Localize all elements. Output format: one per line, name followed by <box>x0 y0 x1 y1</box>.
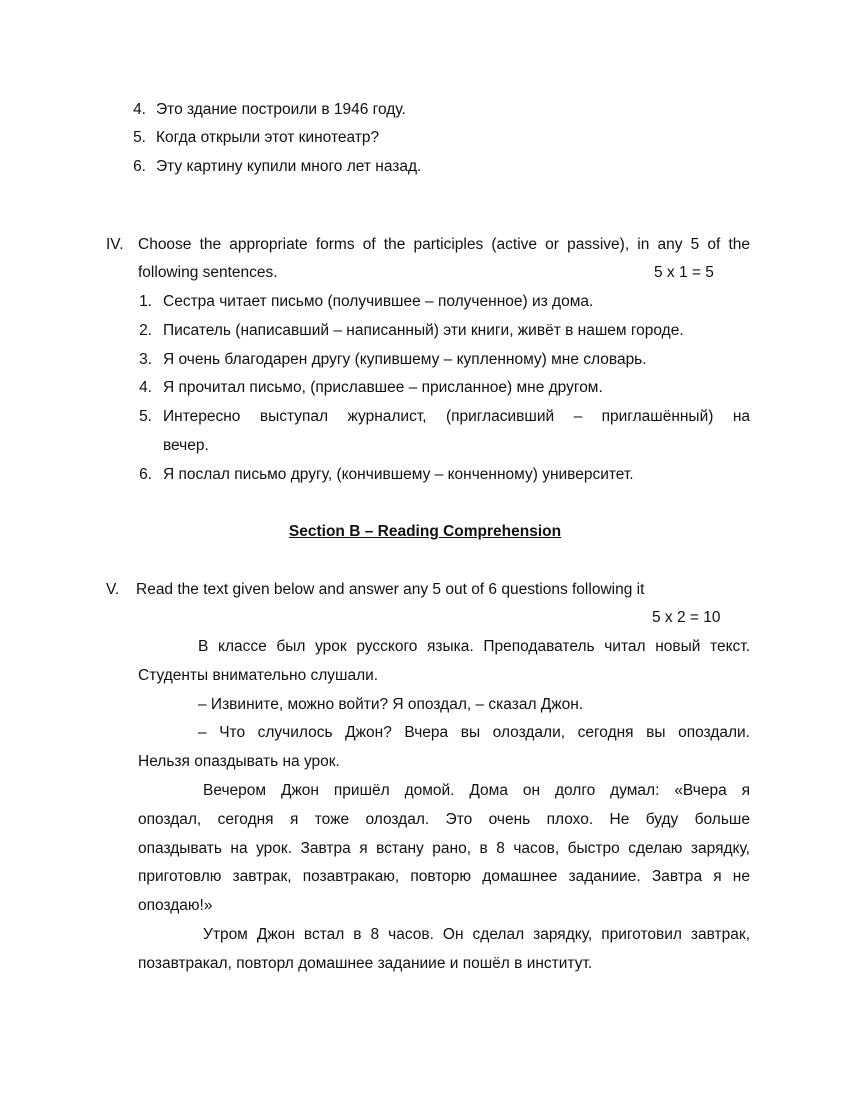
list-item-number: 2. <box>139 322 152 339</box>
list-item-text: Я очень благодарен другу (купившему – купленному) мне словарь. <box>163 351 647 368</box>
reading-text-line: опоздаю!» <box>138 897 213 914</box>
list-item-text: Я послал письмо другу, (кончившему – конченному) университет. <box>163 466 634 483</box>
section-iv-marks: 5 x 1 = 5 <box>654 264 714 281</box>
list-item-text: Я прочитал письмо, (приславшее – присланное) мне другом. <box>163 379 603 396</box>
list-item-number: 1. <box>139 293 152 310</box>
list-item-text: Это здание построили в 1946 году. <box>156 101 406 118</box>
list-item-text: Интересно выступал журналист, (пригласивший – приглашённый) на <box>163 408 750 425</box>
reading-text-line: опаздывать на урок. Завтра я встану рано, в 8 часов, быстро сделаю зарядку, <box>138 840 750 857</box>
section-v-numeral: V. <box>106 581 120 598</box>
reading-text-line: Утром Джон встал в 8 часов. Он сделал зарядку, приготовил завтрак, <box>203 926 750 943</box>
reading-text-line: Нельзя опаздывать на урок. <box>138 753 340 770</box>
list-item-number: 5. <box>139 408 152 425</box>
reading-text-line: – Извините, можно войти? Я опоздал, – сказал Джон. <box>198 696 584 713</box>
list-item-number: 6. <box>133 158 146 175</box>
list-item-text-continued: вечер. <box>163 437 209 454</box>
reading-text-line: В классе был урок русского языка. Преподаватель читал новый текст. <box>198 638 750 655</box>
section-b-title: Section B – Reading Comprehension <box>288 523 562 540</box>
reading-text-line: приготовлю завтрак, позавтракаю, повторю домашнее заданиие. Завтра я не <box>138 868 750 885</box>
list-item-number: 4. <box>133 101 146 118</box>
section-v-instruction: Read the text given below and answer any 5 out of 6 questions following it <box>136 581 645 598</box>
list-item-text: Когда открыли этот кинотеатр? <box>156 129 380 146</box>
list-item-number: 5. <box>133 129 146 146</box>
list-item-text: Сестра читает письмо (получившее – полученное) из дома. <box>163 293 594 310</box>
reading-text-line: опоздал, сегодня я тоже олоздал. Это очень плохо. Не буду больше <box>138 811 750 828</box>
reading-text-line: Студенты внимательно слушали. <box>138 667 379 684</box>
list-item-number: 3. <box>139 351 152 368</box>
reading-text-line: – Что случилось Джон? Вчера вы олоздали, сегодня вы опоздали. <box>198 724 750 741</box>
section-iv-instruction-line2: following sentences. <box>138 264 278 281</box>
reading-text-line: позавтракал, повторл домашнее заданиие и пошёл в институт. <box>138 955 593 972</box>
list-item-number: 4. <box>139 379 152 396</box>
section-v-marks: 5 x 2 = 10 <box>652 609 721 626</box>
section-iv-instruction-line1: Choose the appropriate forms of the participles (active or passive), in any 5 of the <box>138 236 750 253</box>
section-iv-numeral: IV. <box>106 236 124 253</box>
list-item-text: Писатель (написавший – написанный) эти книги, живёт в нашем городе. <box>163 322 684 339</box>
list-item-number: 6. <box>139 466 152 483</box>
reading-text-line: Вечером Джон пришёл домой. Дома он долго думал: «Вчера я <box>203 782 750 799</box>
list-item-text: Эту картину купили много лет назад. <box>156 158 422 175</box>
